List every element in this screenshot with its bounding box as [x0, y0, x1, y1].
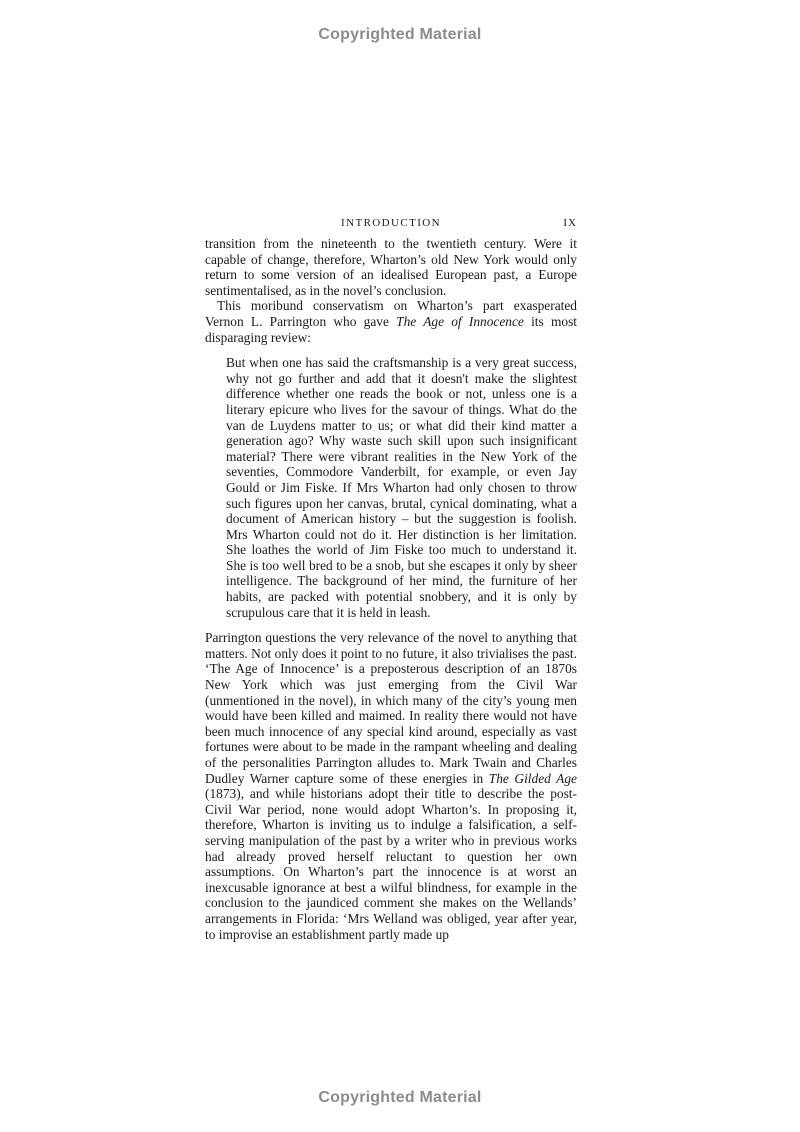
paragraph-3-after: (1873), and while historians adopt their title to describe the post-Civil War period, none would adopt Wharton’s. In proposing it, therefore, Wharton is inviting us to indulge a falsification, a self-serving manipulation of the past by a writer who in previous works had already proved herself reluctant to question her own assumptions. On Wharton’s part the innocence is at worst an inexcusable ignorance at best a wilful blindness, for example in the conclusion to the jaundiced comment she makes on the Wellands’ arrangements in Florida: ‘Mrs Welland was obliged, year after year, to improvise an establishment partly made up	[205, 786, 577, 942]
paragraph-3	[205, 630, 577, 942]
copyright-watermark-top: Copyrighted Material	[318, 26, 482, 43]
book-title-age-of-innocence: The Age of Innocence	[396, 313, 524, 329]
body-text	[205, 236, 577, 345]
paragraph-3-before: Parrington questions the very relevance of the novel to anything that matters. Not only does it point to no future, it also trivialises the past. ‘The Age of Innocence’ is a preposterous description of an 1870s New York which was just emerging from the Civil War (unmentioned in the novel), in which many of the city’s young men would have been killed and maimed. In reality there would not have been much innocence of any special kind around, especially as vast fortunes were about to be made in the rampant wheeling and dealing of the personalities Parrington alludes to. Mark Twain and Charles Dudley Warner capture some of these energies in	[205, 630, 577, 786]
paragraph-2-after: its most disparaging review:	[205, 313, 577, 345]
paragraph-2	[205, 298, 577, 345]
body-text-continued	[205, 630, 577, 942]
paragraph-1: transition from the nineteenth to the twentieth century. Were it capable of change, therefore, Wharton’s old New York would only return to some version of an idealised European past, a Europe sentimentalised, as in the novel’s conclusion.	[205, 236, 577, 298]
running-head	[205, 214, 577, 232]
book-title-gilded-age: The Gilded Age	[488, 770, 577, 786]
running-head-title: INTRODUCTION	[341, 217, 441, 229]
page-number: IX	[563, 217, 577, 229]
block-quote: But when one has said the craftsmanship is a very great success, why not go further and add that it doesn't make the slightest difference whether one reads the book or not, unless one is a literary epicure who lives for the savour of things. What do the van de Luydens matter to us; or what did their kind matter a generation ago? Why waste such skill upon such insignificant material? There were vibrant realities in the New York of the seventies, Commodore Vanderbilt, for example, or even Jay Gould or Jim Fiske. If Mrs Wharton had only chosen to throw such figures upon her canvas, brutal, cynical dominating, what a document of American history – but the suggestion is foolish. Mrs Wharton could not do it. Her distinction is her limitation. She loathes the world of Jim Fiske too much to understand it. She is too well bred to be a snob, but she escapes it only by sheer intelligence. The background of her mind, the furniture of her habits, are packed with potential snobbery, and it is only by scrupulous care that it is held in leash.	[226, 355, 577, 620]
book-page	[205, 214, 577, 942]
copyright-watermark-bottom: Copyrighted Material	[318, 1089, 482, 1106]
paragraph-2-before: This moribund conservatism on Wharton’s part exasperated Vernon L. Parrington who gave	[205, 298, 577, 329]
